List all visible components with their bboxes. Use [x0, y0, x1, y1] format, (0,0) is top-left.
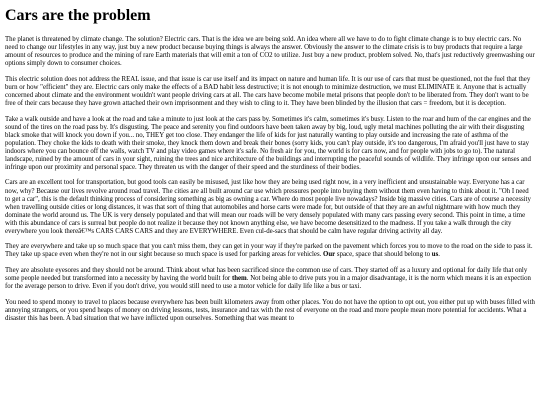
paragraph-2: This electric solution does not address the REAL issue, and that issue is car use itself and its impact on nature and human life. It is our use of cars that must be questioned, not the fuel that they burn or how "efficient" they are. Electric cars only make the effects of a BAD habit less destructive; it is not enough to minimize destruction, we must ELIMINATE it. Anyone that is actually concerned about climate and the environment wouldn't want people driving cars at all. The cars have become mobile metal prisons that people don't to be liberated from. They don't want to be free of their cars because they have grown attached their own imprisonment and they wish to cling to it. They have been blinded by the illusion that cars = freedom, but it is deception. [5, 75, 531, 107]
paragraph-4: Cars are an excellent tool for transportation, but good tools can easily be misused, just like how they are being used right now, in a very inefficient and unsustainable way. Everyone has a car now, why? Because our lives revolve around road travel. The cities are all built around car use which pressures people into buying them without them even having to think about it. "Oh I need to get a car", this is the default thinking process of considering something as big as owning a car. Where do most people live nowadays? Inside big massive cities. Cars are of course a necessity when travelling outside cities or long distances, it was that sort of thing that automobiles and horse carts were made for, but outside of that they are an awful nightmare with how much they dominate the world around us. The UK is very densely populated and that will mean our roads will be very densely populated with many cars passing every second. This point in time, a time with this abundance of cars is surreal but people do not realize it because they not known anything else, we have become desensitized to the madness. If you take a walk through the city everywhere you look thereâ€™s CARS CARS CARS and they are EVERYWHERE. Even cul-de-sacs that should be calm have regular driving activity all day. [5, 179, 531, 235]
paragraph-6-text: They are absolute eyesores and they should not be around. Think about what has been sacrificed since the common use of cars. They started off as a luxury and optional for daily life that only some people needed but transformed into a necessity by having the world built for [5, 267, 528, 283]
page-title: Cars are the problem [5, 7, 151, 24]
paragraph-7: You need to spend money to travel to places because everywhere has been built kilometers away from other places. You do not have the option to opt out, you either put up with buses filled with annoying strangers, or you spend heaps of money on driving lessons, tests, insurance and tax with the rest of everyone on the road and more people mean more potential for accidents. What a disaster this has been. A bad situation that we have inflicted upon ourselves. Something that was meant to [5, 298, 535, 322]
paragraph-5 [5, 243, 535, 259]
paragraph-5-text-cont: space, space that should belong to [335, 251, 432, 259]
paragraph-1: The planet is threatened by climate change. The solution? Electric cars. That is the idea we are being sold. An idea where all we have to do to fight climate change is to buy electric cars. No need to change our lifestyles in any way, just buy a new product because buying things is always the answer. Obviously the answer to the climate crisis is to buy products that require a large amount of resources to produce and the mining of rare Earth materials that will emit a ton of CO2 to utilize. Just buy a new product, problem solved. No, that's just reductively greenwashing our options simply down to consumer choices. [5, 36, 535, 68]
paragraph-3: Take a walk outside and have a look at the road and take a minute to just look at the cars pass by. Sometimes it's calm, sometimes it's busy. Listen to the roar and hum of the car engines and the sound of the tires on the road pass by. It's disgusting. The peace and serenity you find outdoors have been taken away by big, loud, ugly metal machines polluting the air with their disgusting black smoke that will knock you down if you... no, THEY get too close. They endanger the life of kids for just naturally wanting to play outside and increasing the rate of asthma of the population. They choke the kids to death with their smoke, they knock them down and break their bones (sorry kids, you can't play outside, it's too dangerous, I'm afraid you'll just have to stay indoors where you can bounce off the walls, watch TV and play video games where it's safe. No fresh air for you, the world is for cars now, and for people with jobs to go to). The natural landscape, ruined by the amount of cars in your sight, ruining the trees and nice architecture of the buildings and interrupting the peaceful sounds of wildlife. They infringe upon our senses and infringe upon our proximity and personal space. They threaten us with the danger of their speed and the sturdiness of their bodies. [5, 115, 531, 171]
paragraph-5-emphasis-our: Our [323, 251, 336, 259]
paragraph-5-end: . [438, 251, 440, 259]
paragraph-5-emphasis-us: us [431, 251, 439, 259]
paragraph-5-text: They are everywhere and take up so much space that you can't miss them, they can get in your way if they're parked on the pavement which forces you to move to the road on the side to pass it. They take up space even when they're not in our sight because so much space is used for parking areas for vehicles. [5, 243, 533, 259]
paragraph-6-emphasis-them: them [231, 275, 247, 283]
paragraph-6 [5, 267, 535, 291]
paragraph-6-text-cont: . Not being able to drive puts you in a major disadvantage, it is the norm which means it is an expection for the average person to drive. Even if you don't drive, you would still need to use a motor vehicle for daily life like a bus or taxi. [5, 275, 531, 291]
